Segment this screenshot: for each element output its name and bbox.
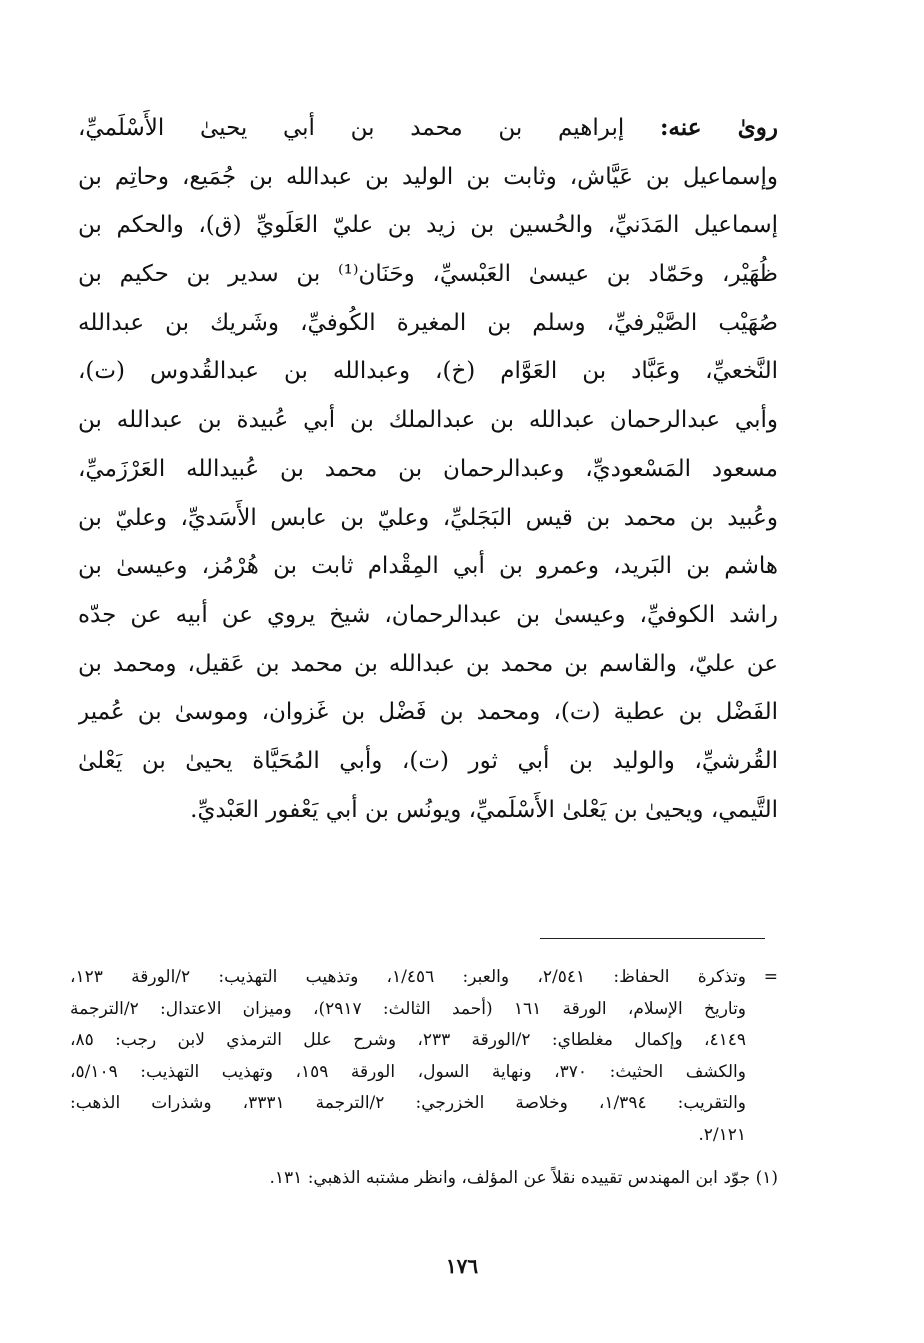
footnote-line: وتذكرة الحفاظ: ٢/٥٤١، والعبر: ١/٤٥٦، وتذهيب التهذيب: ٢/الورقة ١٢٣، [70,967,746,987]
footnote-line: ٢/١٢١. [698,1124,746,1145]
footnote-line: وتاريخ الإسلام، الورقة ١٦١ (أحمد الثالث: ٢٩١٧)، وميزان الاعتدال: ٢/الترجمة [70,998,746,1019]
text-line-6: النَّخعيِّ، وعَبَّاد بن العَوَّام (خ)، وعبدالله بن عبدالقُدوس (ت)، [78,358,778,385]
text-line-2: وإسماعيل بن عَيَّاش، وثابت بن الوليد بن عبدالله بن جُمَيع، وحاتِم بن [78,163,778,190]
text-line-11: راشد الكوفيِّ، وعيسىٰ بن عبدالرحمان، شيخ يروي عن أبيه عن جدّه [78,601,778,628]
footnote-line: ٤١٤٩، وإكمال مغلطاي: ٢/الورقة ٢٣٣، وشرح علل الترمذي لابن رجب: ٨٥، [70,1030,746,1050]
text-line-15: التَّيمي، ويحيىٰ بن يَعْلىٰ الأَسْلَميِّ، ويونُس بن أبي يَعْفور العَبْديِّ. [190,796,778,823]
continuation-marker: = [763,967,778,987]
page-number: ١٧٦ [445,1254,479,1278]
text-line-14: القُرشيِّ، والوليد بن أبي ثور (ت)، وأبي المُحَيَّاة يحيىٰ بن يَعْلىٰ [78,747,778,774]
main-text [78,104,778,834]
footnote-1: (١) جوّد ابن المهندس تقييده نقلاً عن المؤلف، وانظر مشتبه الذهبي: ١٣١. [269,1168,778,1188]
footnotes [70,962,778,1195]
text-line-3: إسماعيل المَدَنيِّ، والحُسين بن زيد بن عليّ العَلَويِّ (ق)، والحكم بن [78,212,778,239]
footnote-continuation [70,962,778,1151]
text-line-9: وعُبيد بن محمد بن قيس البَجَليِّ، وعليّ بن عابس الأَسَديِّ، وعليّ بن [78,504,778,531]
text-line-12: عن عليّ، والقاسم بن محمد بن عبدالله بن محمد بن عَقيل، ومحمد بن [78,650,778,677]
text-line-10: هاشم بن البَريد، وعمرو بن أبي المِقْدام ثابت بن هُرْمُز، وعيسىٰ بن [78,553,778,580]
text-line-13: الفَضْل بن عطية (ت)، ومحمد بن فَضْل بن غَزوان، وموسىٰ بن عُمير [78,699,778,726]
footnote-separator [540,938,765,939]
text-line-8: مسعود المَسْعوديِّ، وعبدالرحمان بن محمد بن عُبيدالله العَرْزَميِّ، [78,455,778,482]
text-line-7: وأبي عبدالرحمان عبدالله بن عبدالملك بن أبي عُبيدة بن عبدالله بن [78,407,778,434]
lead-phrase: روىٰ عنه: [659,114,778,141]
text-line-4: ظُهَيْر، وحَمّاد بن عيسىٰ العَبْسيِّ، وحَنَان⁽¹⁾ بن سدير بن حكيم بن [78,261,778,288]
text-line-1: روىٰ عنه: إبراهيم بن محمد بن أبي يحيىٰ الأَسْلَميِّ، [78,114,778,141]
footnote-line: والتقريب: ١/٣٩٤، وخلاصة الخزرجي: ٢/الترجمة ٣٣٣١، وشذرات الذهب: [70,1093,746,1113]
text-line-5: صُهَيْب الصَّيْرفيِّ، وسلم بن المغيرة الكُوفيِّ، وشَريك بن عبدالله [78,309,778,336]
footnote-line: والكشف الحثيث: ٣٧٠، ونهاية السول، الورقة ١٥٩، وتهذيب التهذيب: ٥/١٠٩، [70,1061,746,1082]
